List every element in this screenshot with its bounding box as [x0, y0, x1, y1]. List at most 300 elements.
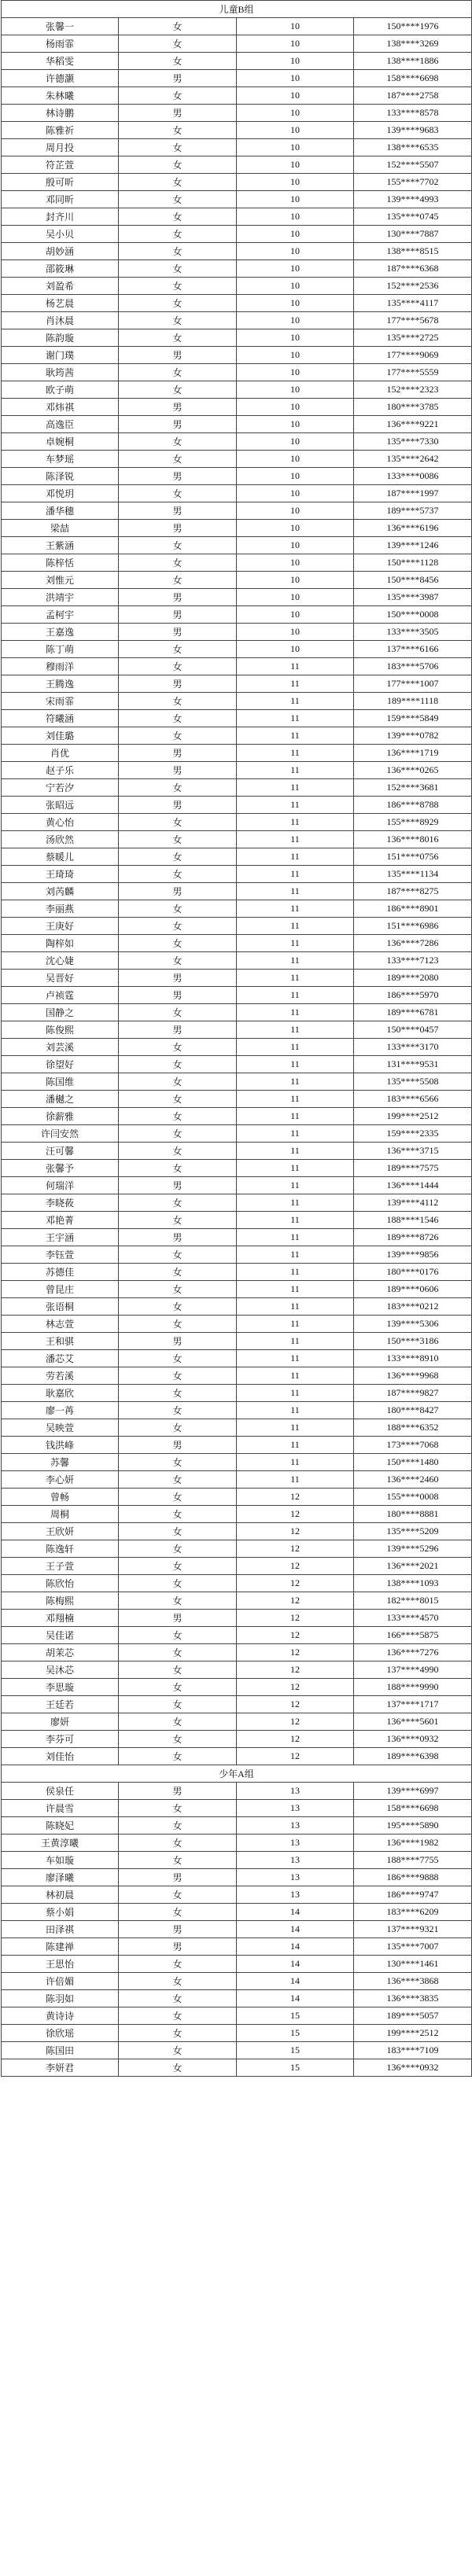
table-row — [2, 1644, 472, 1662]
name-cell: 吴佳诺 — [2, 1627, 119, 1644]
phone-cell: 177****9069 — [354, 347, 472, 364]
gender-cell: 男 — [119, 762, 237, 779]
name-cell: 陈梓恬 — [2, 554, 119, 572]
name-cell: 赵子乐 — [2, 762, 119, 779]
name-cell: 陈韵璇 — [2, 329, 119, 347]
age-cell: 12 — [237, 1575, 354, 1592]
name-cell: 卓婉桐 — [2, 433, 119, 451]
age-cell: 12 — [237, 1489, 354, 1506]
name-cell: 陈晓妃 — [2, 1817, 119, 1834]
name-cell: 蔡暖儿 — [2, 848, 119, 866]
age-cell: 10 — [237, 451, 354, 468]
age-cell: 12 — [237, 1748, 354, 1765]
name-cell: 曾昆庄 — [2, 1281, 119, 1298]
phone-cell: 189****7575 — [354, 1160, 472, 1177]
table-row — [2, 1350, 472, 1367]
name-cell: 肖优 — [2, 745, 119, 762]
table-row — [2, 312, 472, 329]
table-row — [2, 1073, 472, 1091]
age-cell: 10 — [237, 399, 354, 416]
phone-cell: 150****3186 — [354, 1333, 472, 1350]
phone-cell: 166****5875 — [354, 1627, 472, 1644]
name-cell: 邓炜祺 — [2, 399, 119, 416]
phone-cell: 139****6997 — [354, 1783, 472, 1800]
age-cell: 11 — [237, 1091, 354, 1108]
gender-cell: 女 — [119, 831, 237, 848]
name-cell: 卢祯霆 — [2, 987, 119, 1004]
table-row — [2, 1783, 472, 1800]
age-cell: 10 — [237, 641, 354, 658]
gender-cell: 男 — [119, 1869, 237, 1886]
gender-cell: 女 — [119, 1367, 237, 1385]
phone-cell: 189****6398 — [354, 1748, 472, 1765]
age-cell: 15 — [237, 2042, 354, 2059]
phone-cell: 152****5507 — [354, 156, 472, 174]
age-cell: 10 — [237, 381, 354, 399]
phone-cell: 150****0008 — [354, 606, 472, 624]
gender-cell: 女 — [119, 952, 237, 970]
phone-cell: 152****3681 — [354, 779, 472, 797]
name-cell: 陈雅祈 — [2, 122, 119, 139]
table-row — [2, 295, 472, 312]
phone-cell: 131****9531 — [354, 1056, 472, 1073]
age-cell: 11 — [237, 727, 354, 745]
age-cell: 10 — [237, 105, 354, 122]
table-row — [2, 1627, 472, 1644]
table-row — [2, 70, 472, 87]
age-cell: 10 — [237, 606, 354, 624]
name-cell: 王思怡 — [2, 1956, 119, 1973]
name-cell: 华稻雯 — [2, 53, 119, 70]
gender-cell: 男 — [119, 883, 237, 900]
name-cell: 侯泉任 — [2, 1783, 119, 1800]
table-row — [2, 174, 472, 191]
table-row — [2, 156, 472, 174]
phone-cell: 180****0176 — [354, 1264, 472, 1281]
name-cell: 刘佳璐 — [2, 727, 119, 745]
table-row — [2, 1956, 472, 1973]
phone-cell: 189****2080 — [354, 970, 472, 987]
name-cell: 王腾逸 — [2, 675, 119, 693]
gender-cell: 女 — [119, 278, 237, 295]
age-cell: 11 — [237, 1143, 354, 1160]
gender-cell: 女 — [119, 1264, 237, 1281]
table-row — [2, 675, 472, 693]
phone-cell: 186****8901 — [354, 900, 472, 918]
name-cell: 田泽祺 — [2, 1921, 119, 1938]
age-cell: 10 — [237, 554, 354, 572]
age-cell: 11 — [237, 658, 354, 675]
table-row — [2, 1696, 472, 1713]
name-cell: 车如璇 — [2, 1852, 119, 1869]
gender-cell: 男 — [119, 797, 237, 814]
phone-cell: 130****7887 — [354, 226, 472, 243]
age-cell: 10 — [237, 364, 354, 381]
gender-cell: 女 — [119, 1852, 237, 1869]
name-cell: 刘芮麟 — [2, 883, 119, 900]
age-cell: 11 — [237, 1316, 354, 1333]
gender-cell: 女 — [119, 1575, 237, 1592]
gender-cell: 男 — [119, 675, 237, 693]
age-cell: 11 — [237, 1004, 354, 1021]
name-cell: 陈欣怡 — [2, 1575, 119, 1592]
age-cell: 10 — [237, 87, 354, 105]
phone-cell: 150****8456 — [354, 572, 472, 589]
table-row — [2, 451, 472, 468]
age-cell: 11 — [237, 1246, 354, 1264]
gender-cell: 男 — [119, 416, 237, 433]
age-cell: 12 — [237, 1713, 354, 1731]
gender-cell: 女 — [119, 848, 237, 866]
name-cell: 陈国田 — [2, 2042, 119, 2059]
phone-cell: 187****1997 — [354, 485, 472, 502]
age-cell: 14 — [237, 1990, 354, 2007]
table-row — [2, 1143, 472, 1160]
name-cell: 邓翔楠 — [2, 1610, 119, 1627]
table-row — [2, 1471, 472, 1489]
phone-cell: 182****8015 — [354, 1592, 472, 1610]
gender-cell: 女 — [119, 1160, 237, 1177]
phone-cell: 136****3715 — [354, 1143, 472, 1160]
name-cell: 徐薪雅 — [2, 1108, 119, 1125]
name-cell: 吴晋好 — [2, 970, 119, 987]
name-cell: 邓悦玥 — [2, 485, 119, 502]
gender-cell: 女 — [119, 572, 237, 589]
table-row — [2, 1367, 472, 1385]
age-cell: 10 — [237, 433, 354, 451]
table-row — [2, 1748, 472, 1765]
age-cell: 12 — [237, 1592, 354, 1610]
table-row — [2, 520, 472, 537]
phone-cell: 150****0457 — [354, 1021, 472, 1039]
gender-cell: 男 — [119, 987, 237, 1004]
name-cell: 谢门璞 — [2, 347, 119, 364]
age-cell: 11 — [237, 1281, 354, 1298]
table-row — [2, 970, 472, 987]
age-cell: 15 — [237, 2025, 354, 2042]
phone-cell: 135****7330 — [354, 433, 472, 451]
phone-cell: 187****8275 — [354, 883, 472, 900]
age-cell: 11 — [237, 1419, 354, 1437]
name-cell: 陈羽如 — [2, 1990, 119, 2007]
name-cell: 车梦瑶 — [2, 451, 119, 468]
age-cell: 11 — [237, 1125, 354, 1143]
table-row — [2, 1108, 472, 1125]
gender-cell: 女 — [119, 1748, 237, 1765]
age-cell: 10 — [237, 295, 354, 312]
name-cell: 朱林曦 — [2, 87, 119, 105]
gender-cell: 女 — [119, 1039, 237, 1056]
gender-cell: 女 — [119, 260, 237, 278]
phone-cell: 187****9827 — [354, 1385, 472, 1402]
age-cell: 11 — [237, 987, 354, 1004]
table-row — [2, 745, 472, 762]
group-title: 儿童B组 — [2, 1, 472, 18]
gender-cell: 女 — [119, 1212, 237, 1229]
phone-cell: 130****1461 — [354, 1956, 472, 1973]
table-row — [2, 1886, 472, 1904]
table-row — [2, 208, 472, 226]
gender-cell: 女 — [119, 1713, 237, 1731]
name-cell: 徐望好 — [2, 1056, 119, 1073]
gender-cell: 女 — [119, 2042, 237, 2059]
phone-cell: 133****4570 — [354, 1610, 472, 1627]
phone-cell: 136****3835 — [354, 1990, 472, 2007]
phone-cell: 189****6781 — [354, 1004, 472, 1021]
name-cell: 李思璇 — [2, 1679, 119, 1696]
name-cell: 沈心婕 — [2, 952, 119, 970]
gender-cell: 女 — [119, 1817, 237, 1834]
name-cell: 陶梓如 — [2, 935, 119, 952]
gender-cell: 女 — [119, 537, 237, 554]
name-cell: 张馨予 — [2, 1160, 119, 1177]
phone-cell: 136****9221 — [354, 416, 472, 433]
age-cell: 11 — [237, 866, 354, 883]
gender-cell: 女 — [119, 381, 237, 399]
phone-cell: 152****2323 — [354, 381, 472, 399]
age-cell: 10 — [237, 502, 354, 520]
age-cell: 11 — [237, 970, 354, 987]
name-cell: 陈逸轩 — [2, 1540, 119, 1558]
table-row — [2, 347, 472, 364]
age-cell: 10 — [237, 468, 354, 485]
name-cell: 李晓莜 — [2, 1194, 119, 1212]
age-cell: 15 — [237, 2007, 354, 2025]
table-row — [2, 1177, 472, 1194]
age-cell: 12 — [237, 1662, 354, 1679]
table-row — [2, 1246, 472, 1264]
table-row — [2, 952, 472, 970]
name-cell: 许晨雪 — [2, 1800, 119, 1817]
phone-cell: 159****2335 — [354, 1125, 472, 1143]
age-cell: 11 — [237, 1350, 354, 1367]
table-row — [2, 1194, 472, 1212]
gender-cell: 女 — [119, 451, 237, 468]
gender-cell: 女 — [119, 1125, 237, 1143]
name-cell: 陈泽锐 — [2, 468, 119, 485]
age-cell: 14 — [237, 1956, 354, 1973]
table-row — [2, 87, 472, 105]
table-row — [2, 105, 472, 122]
gender-cell: 男 — [119, 1437, 237, 1454]
age-cell: 10 — [237, 329, 354, 347]
age-cell: 10 — [237, 35, 354, 53]
age-cell: 10 — [237, 70, 354, 87]
age-cell: 14 — [237, 1921, 354, 1938]
phone-cell: 199****2512 — [354, 1108, 472, 1125]
phone-cell: 183****6209 — [354, 1904, 472, 1921]
gender-cell: 女 — [119, 1696, 237, 1713]
table-row — [2, 1731, 472, 1748]
table-row — [2, 883, 472, 900]
gender-cell: 男 — [119, 745, 237, 762]
phone-cell: 155****8929 — [354, 814, 472, 831]
table-row — [2, 727, 472, 745]
table-row — [2, 416, 472, 433]
age-cell: 13 — [237, 1817, 354, 1834]
table-row — [2, 589, 472, 606]
name-cell: 林志萱 — [2, 1316, 119, 1333]
table-row — [2, 987, 472, 1004]
phone-cell: 150****1976 — [354, 18, 472, 35]
gender-cell: 女 — [119, 1558, 237, 1575]
name-cell: 李心妍 — [2, 1471, 119, 1489]
phone-cell: 135****1134 — [354, 866, 472, 883]
phone-cell: 177****1007 — [354, 675, 472, 693]
gender-cell: 女 — [119, 18, 237, 35]
age-cell: 11 — [237, 1108, 354, 1125]
phone-cell: 136****8016 — [354, 831, 472, 848]
age-cell: 11 — [237, 1056, 354, 1073]
gender-cell: 女 — [119, 1246, 237, 1264]
age-cell: 13 — [237, 1869, 354, 1886]
gender-cell: 男 — [119, 1177, 237, 1194]
gender-cell: 女 — [119, 1523, 237, 1540]
table-row — [2, 433, 472, 451]
table-row — [2, 18, 472, 35]
gender-cell: 女 — [119, 727, 237, 745]
age-cell: 11 — [237, 675, 354, 693]
phone-cell: 183****6566 — [354, 1091, 472, 1108]
name-cell: 廖妍 — [2, 1713, 119, 1731]
gender-cell: 女 — [119, 1194, 237, 1212]
name-cell: 周月投 — [2, 139, 119, 156]
phone-cell: 137****4990 — [354, 1662, 472, 1679]
phone-cell: 138****1093 — [354, 1575, 472, 1592]
table-row — [2, 468, 472, 485]
table-row — [2, 1489, 472, 1506]
table-row — [2, 191, 472, 208]
table-row — [2, 1021, 472, 1039]
group-header-row — [2, 1765, 472, 1783]
phone-cell: 180****3785 — [354, 399, 472, 416]
phone-cell: 136****2460 — [354, 1471, 472, 1489]
phone-cell: 187****6368 — [354, 260, 472, 278]
phone-cell: 135****5209 — [354, 1523, 472, 1540]
name-cell: 杨雨霏 — [2, 35, 119, 53]
name-cell: 宁若汐 — [2, 779, 119, 797]
phone-cell: 189****1118 — [354, 693, 472, 710]
gender-cell: 女 — [119, 1454, 237, 1471]
phone-cell: 133****3505 — [354, 624, 472, 641]
phone-cell: 186****8788 — [354, 797, 472, 814]
name-cell: 张馨一 — [2, 18, 119, 35]
name-cell: 廖泽曦 — [2, 1869, 119, 1886]
name-cell: 杨艺晨 — [2, 295, 119, 312]
name-cell: 苏德佳 — [2, 1264, 119, 1281]
table-row — [2, 1834, 472, 1852]
name-cell: 钱洪峰 — [2, 1437, 119, 1454]
age-cell: 11 — [237, 797, 354, 814]
gender-cell: 男 — [119, 399, 237, 416]
table-row — [2, 624, 472, 641]
age-cell: 11 — [237, 952, 354, 970]
gender-cell: 女 — [119, 139, 237, 156]
table-row — [2, 502, 472, 520]
phone-cell: 136****1982 — [354, 1834, 472, 1852]
name-cell: 殷可昕 — [2, 174, 119, 191]
gender-cell: 女 — [119, 1143, 237, 1160]
table-row — [2, 606, 472, 624]
gender-cell: 男 — [119, 1938, 237, 1956]
age-cell: 10 — [237, 191, 354, 208]
gender-cell: 女 — [119, 53, 237, 70]
gender-cell: 男 — [119, 1610, 237, 1627]
name-cell: 国静之 — [2, 1004, 119, 1021]
table-row — [2, 554, 472, 572]
table-row — [2, 364, 472, 381]
name-cell: 劳若溪 — [2, 1367, 119, 1385]
phone-cell: 150****1480 — [354, 1454, 472, 1471]
phone-cell: 195****5890 — [354, 1817, 472, 1834]
age-cell: 14 — [237, 1904, 354, 1921]
age-cell: 12 — [237, 1540, 354, 1558]
age-cell: 10 — [237, 416, 354, 433]
name-cell: 林诗鹏 — [2, 105, 119, 122]
gender-cell: 女 — [119, 1800, 237, 1817]
phone-cell: 139****9683 — [354, 122, 472, 139]
age-cell: 10 — [237, 520, 354, 537]
phone-cell: 155****7702 — [354, 174, 472, 191]
table-row — [2, 1281, 472, 1298]
phone-cell: 186****9747 — [354, 1886, 472, 1904]
table-row — [2, 1091, 472, 1108]
name-cell: 何瑞洋 — [2, 1177, 119, 1194]
table-row — [2, 243, 472, 260]
name-cell: 洪靖宇 — [2, 589, 119, 606]
phone-cell: 136****9968 — [354, 1367, 472, 1385]
name-cell: 李钰萱 — [2, 1246, 119, 1264]
name-cell: 王和骐 — [2, 1333, 119, 1350]
gender-cell: 女 — [119, 1679, 237, 1696]
name-cell: 陈丁萌 — [2, 641, 119, 658]
phone-cell: 188****6352 — [354, 1419, 472, 1437]
age-cell: 11 — [237, 1177, 354, 1194]
age-cell: 10 — [237, 208, 354, 226]
name-cell: 肖沐晨 — [2, 312, 119, 329]
phone-cell: 136****3868 — [354, 1973, 472, 1990]
name-cell: 吴沐芯 — [2, 1662, 119, 1679]
table-row — [2, 693, 472, 710]
phone-cell: 188****1546 — [354, 1212, 472, 1229]
gender-cell: 男 — [119, 520, 237, 537]
table-row — [2, 831, 472, 848]
phone-cell: 188****9990 — [354, 1679, 472, 1696]
phone-cell: 135****3987 — [354, 589, 472, 606]
age-cell: 13 — [237, 1800, 354, 1817]
age-cell: 11 — [237, 710, 354, 727]
gender-cell: 女 — [119, 1540, 237, 1558]
table-row — [2, 1592, 472, 1610]
gender-cell: 女 — [119, 1108, 237, 1125]
name-cell: 耿嘉欣 — [2, 1385, 119, 1402]
name-cell: 蔡小娟 — [2, 1904, 119, 1921]
name-cell: 吴映萱 — [2, 1419, 119, 1437]
age-cell: 10 — [237, 537, 354, 554]
phone-cell: 136****1719 — [354, 745, 472, 762]
name-cell: 封齐川 — [2, 208, 119, 226]
phone-cell: 133****7123 — [354, 952, 472, 970]
gender-cell: 女 — [119, 1627, 237, 1644]
phone-cell: 188****7755 — [354, 1852, 472, 1869]
name-cell: 王宇涵 — [2, 1229, 119, 1246]
name-cell: 陈国维 — [2, 1073, 119, 1091]
phone-cell: 158****6698 — [354, 1800, 472, 1817]
phone-cell: 133****0086 — [354, 468, 472, 485]
phone-cell: 151****6986 — [354, 918, 472, 935]
table-row — [2, 1454, 472, 1471]
gender-cell: 女 — [119, 1834, 237, 1852]
